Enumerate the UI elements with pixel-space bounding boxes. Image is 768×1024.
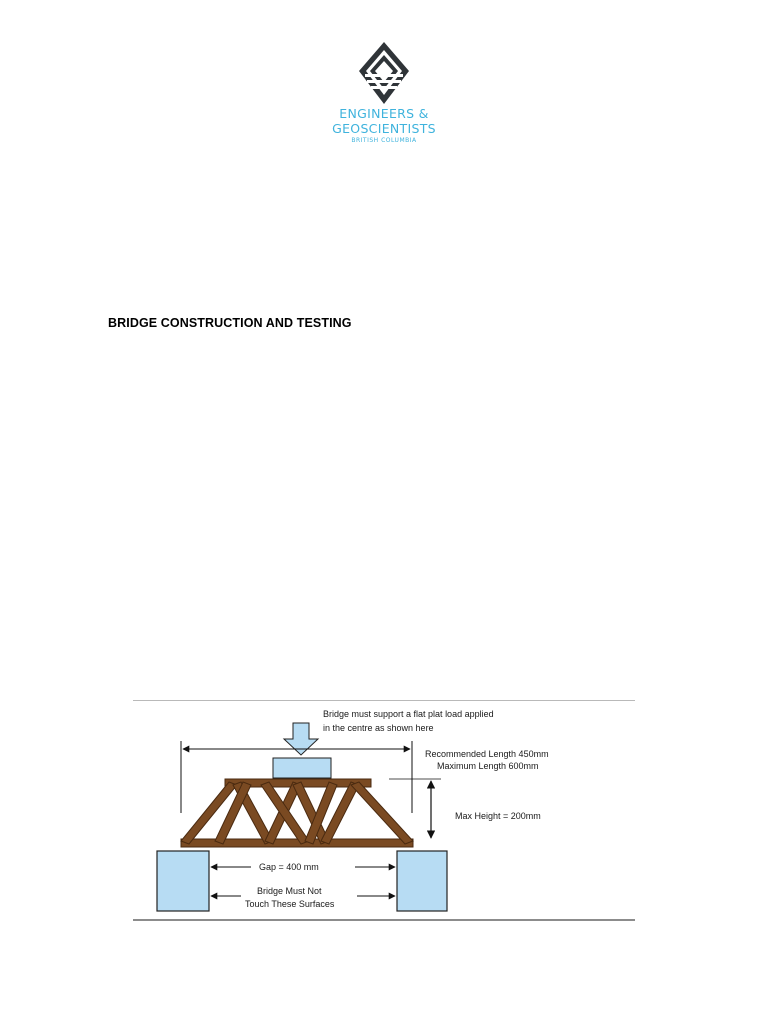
truss-member bbox=[351, 782, 413, 844]
diamond-stripes-icon bbox=[357, 40, 411, 106]
height-label: Max Height = 200mm bbox=[455, 811, 541, 821]
logo-text-line2: GEOSCIENTISTS bbox=[332, 121, 436, 136]
organization-logo bbox=[330, 40, 438, 144]
bridge-diagram bbox=[133, 700, 635, 921]
load-note-line1: Bridge must support a flat plat load applied bbox=[323, 709, 494, 719]
right-support-block bbox=[397, 851, 447, 911]
load-note-line2: in the centre as shown here bbox=[323, 723, 434, 733]
load-plate bbox=[273, 758, 331, 778]
surface-label-line2: Touch These Surfaces bbox=[245, 899, 335, 909]
section-heading: BRIDGE CONSTRUCTION AND TESTING bbox=[108, 316, 352, 330]
logo-text-line3: BRITISH COLUMBIA bbox=[351, 137, 417, 144]
load-arrow-icon bbox=[284, 723, 318, 755]
surface-label-line1: Bridge Must Not bbox=[257, 886, 322, 896]
gap-label: Gap = 400 mm bbox=[259, 862, 319, 872]
length-label-line2: Maximum Length 600mm bbox=[437, 761, 539, 771]
logo-text-line1: ENGINEERS & bbox=[339, 106, 429, 121]
left-support-block bbox=[157, 851, 209, 911]
bridge-diagram-svg bbox=[133, 701, 635, 919]
truss-member bbox=[215, 782, 251, 844]
wooden-truss bbox=[181, 779, 413, 847]
length-label-line1: Recommended Length 450mm bbox=[425, 749, 549, 759]
